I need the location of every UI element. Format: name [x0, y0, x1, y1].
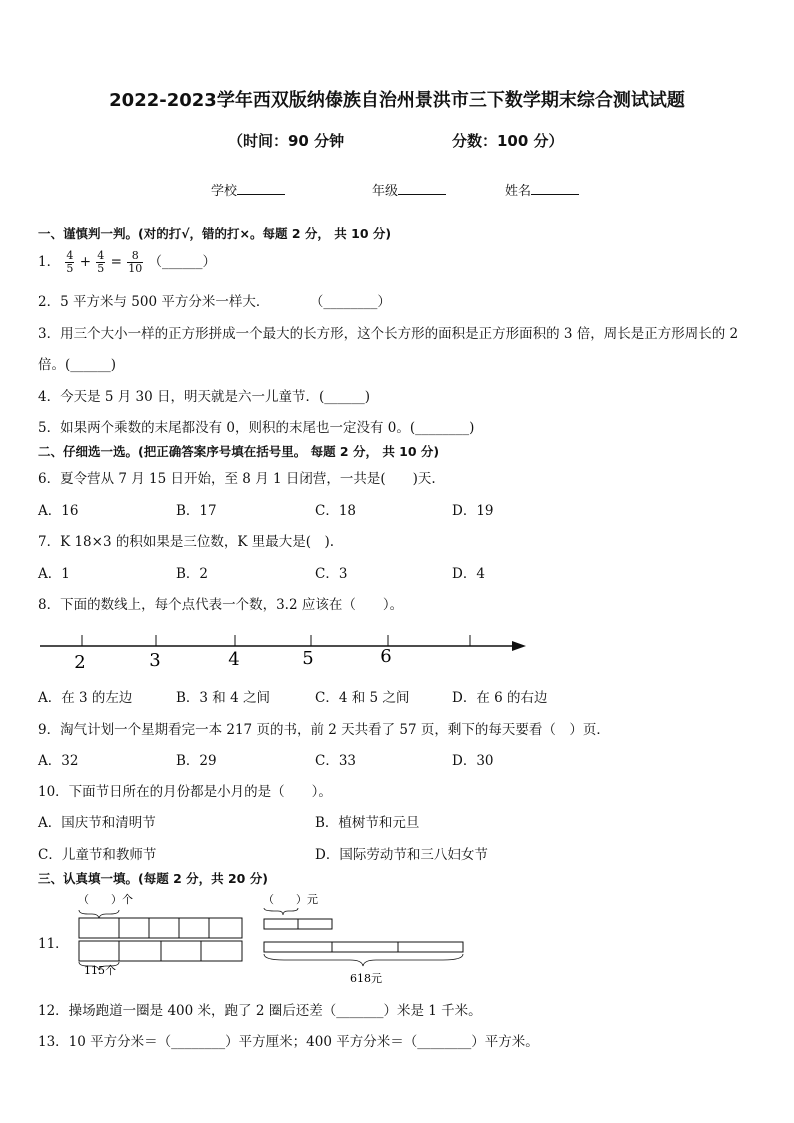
option-a: A．16 — [38, 503, 79, 519]
option-d: D．在 6 的右边 — [452, 690, 548, 706]
question-number: 1． — [38, 254, 61, 270]
bar-unit — [79, 941, 119, 961]
bar-unit — [119, 941, 161, 961]
bar-unit — [179, 918, 209, 938]
option-a: A．在 3 的左边 — [38, 690, 133, 706]
question-7: 7．K 18×3 的积如果是三位数，K 里最大是( ). — [38, 534, 335, 550]
option-c: C．4 和 5 之间 — [315, 690, 410, 706]
bar-unit — [298, 919, 332, 929]
option-a: A．32 — [38, 753, 79, 769]
question-6: 6．夏令营从 7 月 15 日开始，至 8 月 1 日闭营，一共是( )天. — [38, 471, 436, 487]
question-11-number: 11． — [38, 936, 69, 952]
left-top-brace — [79, 910, 119, 918]
equals-sign: = — [110, 254, 122, 270]
bar-unit — [149, 918, 179, 938]
option-b: B．3 和 4 之间 — [176, 690, 270, 706]
grade-blank — [398, 182, 446, 195]
bar-unit — [264, 919, 298, 929]
name-blank — [531, 182, 579, 195]
question-8: 8．下面的数线上，每个点代表一个数，3.2 应该在（ ）。 — [38, 597, 404, 613]
name-label: 姓名 — [505, 184, 532, 199]
tick-label: 3 — [149, 650, 161, 671]
name-field — [505, 180, 579, 199]
section-3-heading: 三、认真填一填。(每题 2 分，共 20 分) — [38, 871, 268, 886]
question-3-line-2: 倍。(______) — [38, 357, 117, 373]
section-1-heading: 一、谨慎判一判。(对的打√，错的打×。每题 2 分， 共 10 分) — [38, 226, 392, 241]
option-c: C．33 — [315, 753, 357, 769]
grade-field — [372, 180, 446, 199]
question-2: 2．5 平方米与 500 平方分米一样大． （________） — [38, 294, 391, 310]
arrow-head-icon — [512, 641, 526, 651]
tick-label: 5 — [302, 648, 314, 669]
question-1 — [38, 250, 216, 275]
question-10: 10．下面节日所在的月份都是小月的是（ ）。 — [38, 784, 332, 800]
tick-label: 2 — [74, 652, 86, 673]
school-label: 学校 — [211, 184, 238, 199]
left-unknown-label: （ ）个 — [78, 893, 133, 906]
fraction: $\frac{8}{10}$ — [128, 249, 143, 275]
section-2-heading: 二、仔细选一选。(把正确答案序号填在括号里。 每题 2 分， 共 10 分) — [38, 444, 440, 459]
bar-unit — [119, 918, 149, 938]
option-c: C．18 — [315, 503, 357, 519]
option-c: C．儿童节和教师节 — [38, 847, 157, 863]
question-13: 13．10 平方分米＝（________）平方厘米；400 平方分米＝（________）平方米。 — [38, 1034, 539, 1050]
score-label: 分数：100 分） — [452, 132, 564, 150]
bar-unit — [398, 942, 463, 952]
bar-unit — [264, 942, 332, 952]
school-field — [211, 180, 285, 199]
option-d: D．4 — [452, 566, 485, 582]
time-label: （时间：90 分钟 — [228, 132, 345, 150]
left-total-label: 115个 — [84, 964, 116, 977]
answer-blank: （______） — [148, 254, 216, 270]
option-d: D．国际劳动节和三八妇女节 — [315, 847, 488, 863]
tick-label: 6 — [380, 646, 392, 667]
option-b: B．29 — [176, 753, 217, 769]
option-a: A．国庆节和清明节 — [38, 815, 156, 831]
fraction: $\frac{4}{5}$ — [97, 249, 105, 275]
option-d: D．19 — [452, 503, 494, 519]
number-line — [0, 620, 560, 680]
question-4: 4．今天是 5 月 30 日，明天就是六一儿童节．(______) — [38, 389, 371, 405]
option-b: B．17 — [176, 503, 217, 519]
plus-sign: + — [79, 254, 91, 270]
school-blank — [237, 182, 285, 195]
question-12: 12．操场跑道一圈是 400 米，跑了 2 圈后还差（_______）米是 1 千米。 — [38, 1003, 482, 1019]
option-a: A．1 — [38, 566, 70, 582]
option-b: B．植树节和元旦 — [315, 815, 420, 831]
bar-unit — [201, 941, 242, 961]
bar-unit — [79, 918, 119, 938]
tick-label: 4 — [228, 649, 240, 670]
question-3-line-1: 3．用三个大小一样的正方形拼成一个最大的长方形，这个长方形的面积是正方形面积的 3 倍，周长是正方形周长的 2 — [38, 326, 739, 342]
question-9: 9．淘气计划一个星期看完一本 217 页的书，前 2 天共看了 57 页，剩下的每天要看（ ）页． — [38, 722, 610, 738]
page-title: 2022-2023学年西双版纳傣族自治州景洪市三下数学期末综合测试试题 — [109, 90, 685, 111]
bar-unit — [332, 942, 398, 952]
question-11-diagram — [70, 888, 490, 988]
fraction: $\frac{4}{5}$ — [66, 249, 74, 275]
right-total-label: 618元 — [350, 972, 382, 985]
right-unknown-label: （ ）元 — [263, 893, 318, 906]
option-b: B．2 — [176, 566, 209, 582]
grade-label: 年级 — [372, 184, 399, 199]
bar-unit — [209, 918, 242, 938]
option-d: D．30 — [452, 753, 494, 769]
right-bottom-brace — [264, 954, 463, 966]
bar-unit — [161, 941, 201, 961]
question-5: 5．如果两个乘数的末尾都没有 0，则积的末尾也一定没有 0。(________) — [38, 420, 475, 436]
option-c: C．3 — [315, 566, 348, 582]
right-top-brace — [264, 908, 298, 915]
